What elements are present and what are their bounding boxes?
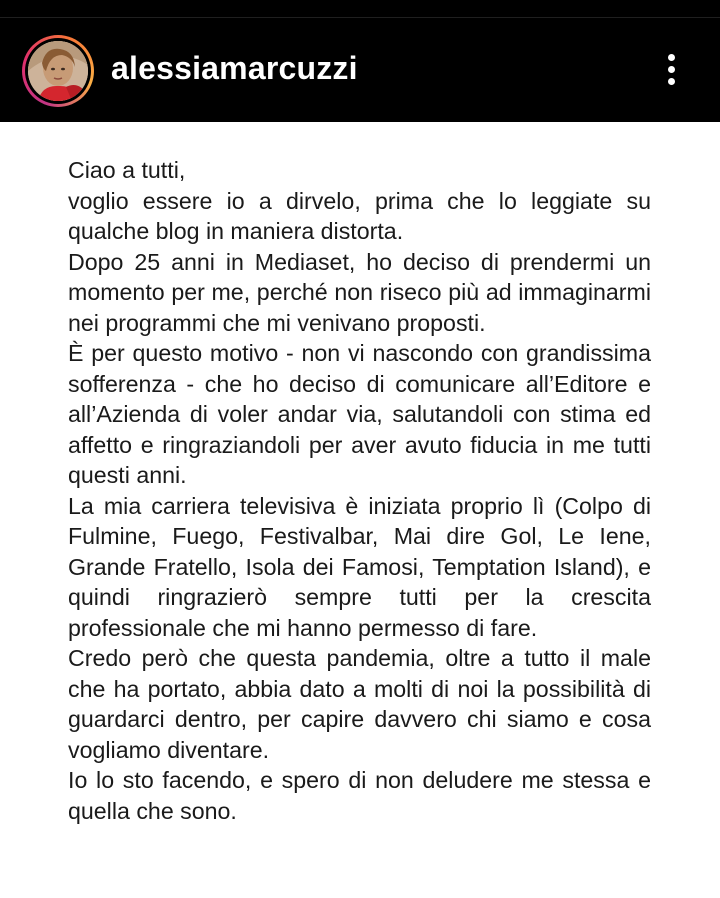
paragraph: Dopo 25 anni in Mediaset, ho deciso di prendermi un momento per me, perché non riseco più ad immaginarmi nei programmi che mi venivano proposti. — [68, 248, 651, 336]
header-divider — [0, 17, 720, 18]
avatar-photo-icon — [28, 41, 88, 101]
avatar-story-ring[interactable] — [22, 35, 94, 107]
paragraph: Credo però che questa pandemia, oltre a tutto il male che ha portato, abbia dato a molti di noi la possibilità di guardarci dentro, per capire davvero chi siamo e cosa vogliamo diventare. — [68, 645, 651, 763]
more-options-button[interactable] — [655, 48, 689, 90]
more-vertical-icon — [668, 54, 675, 61]
post-header — [0, 0, 720, 122]
paragraph: La mia carriera televisiva è iniziata proprio lì (Colpo di Fulmine, Fuego, Festivalbar, Mai dire Gol, Le Iene, Grande Fratello, Isola dei Famosi, Temptation Island), e quindi ringrazierò sempre tutti per la crescita professionale che mi hanno permesso di fare. — [68, 492, 651, 641]
paragraph-greeting: Ciao a tutti, — [68, 157, 186, 183]
post-text — [68, 155, 651, 826]
paragraph: È per questo motivo - non vi nascondo con grandissima sofferenza - che ho deciso di comunicare all’Editore e all’Azienda di voler andar via, salutandoli con stima ed affetto e ringraziandoli per aver avuto fiducia in me tutti questi anni. — [68, 340, 651, 488]
avatar[interactable] — [28, 41, 88, 101]
paragraph: voglio essere io a dirvelo, prima che lo leggiate su qualche blog in maniera distorta. — [68, 187, 651, 244]
username[interactable]: alessiamarcuzzi — [111, 50, 358, 86]
paragraph: Io lo sto facendo, e spero di non deludere me stessa e quella che sono. — [68, 767, 651, 824]
